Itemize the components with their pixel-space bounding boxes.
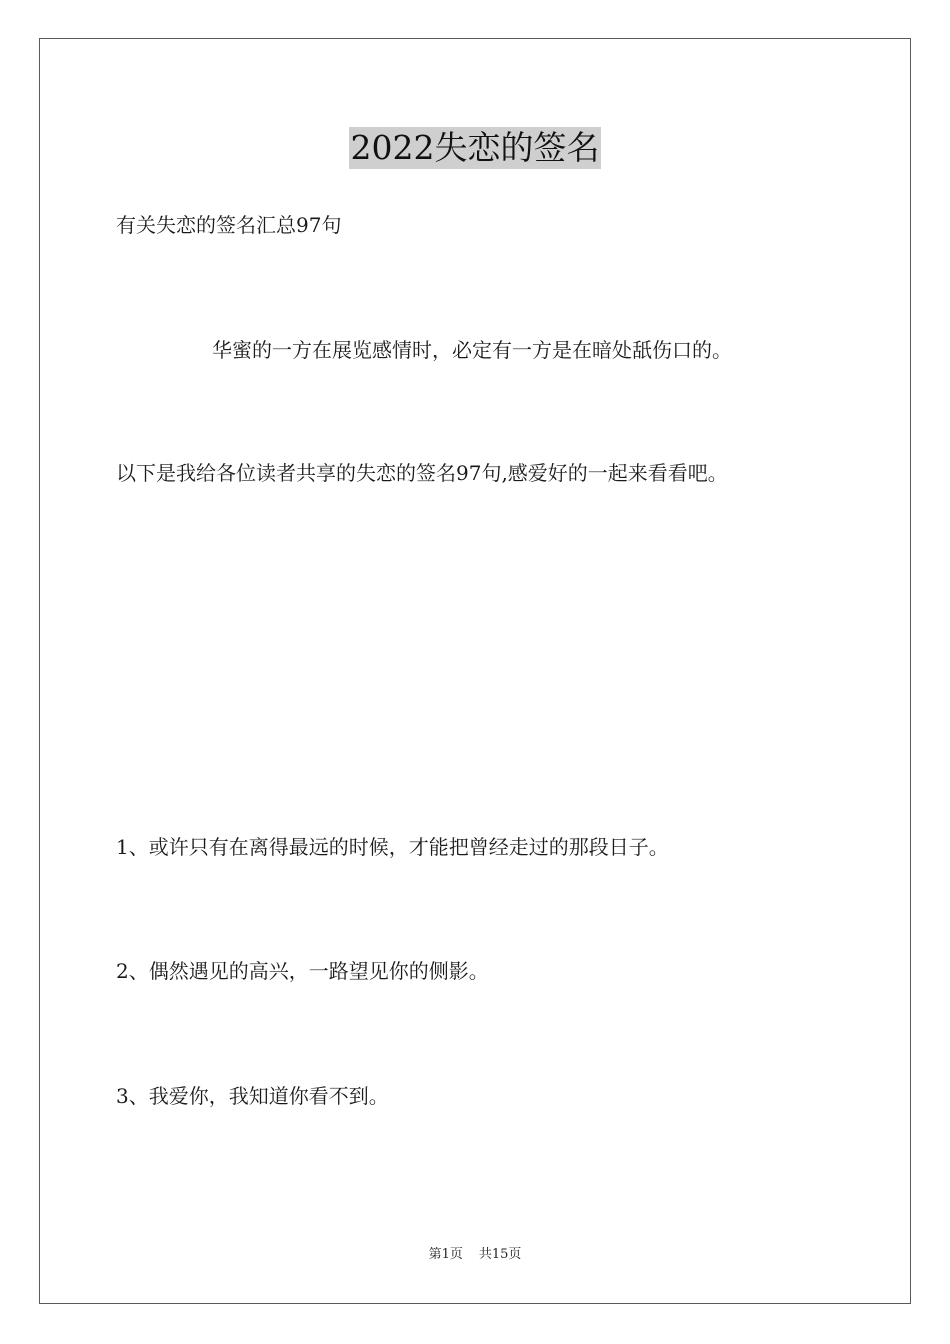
title-container: [0, 127, 950, 169]
subtitle-paragraph: 有关失恋的签名汇总97句: [116, 213, 342, 237]
lead-paragraph: 以下是我给各位读者共享的失恋的签名97句,感爱好的一起来看看吧。: [116, 461, 728, 485]
list-item: 3、我爱你，我知道你看不到。: [116, 1084, 389, 1108]
page-total: 共15页: [478, 1247, 522, 1262]
intro-paragraph: 华蜜的一方在展览感情时，必定有一方是在暗处舐伤口的。: [212, 338, 732, 362]
list-item: 1、或许只有在离得最远的时候，才能把曾经走过的那段日子。: [116, 835, 669, 859]
page-number: 第1页: [428, 1247, 463, 1262]
page-footer: [0, 1246, 950, 1264]
document-title: 2022失恋的签名: [350, 128, 600, 167]
list-item: 2、偶然遇见的高兴，一路望见你的侧影。: [116, 959, 489, 983]
